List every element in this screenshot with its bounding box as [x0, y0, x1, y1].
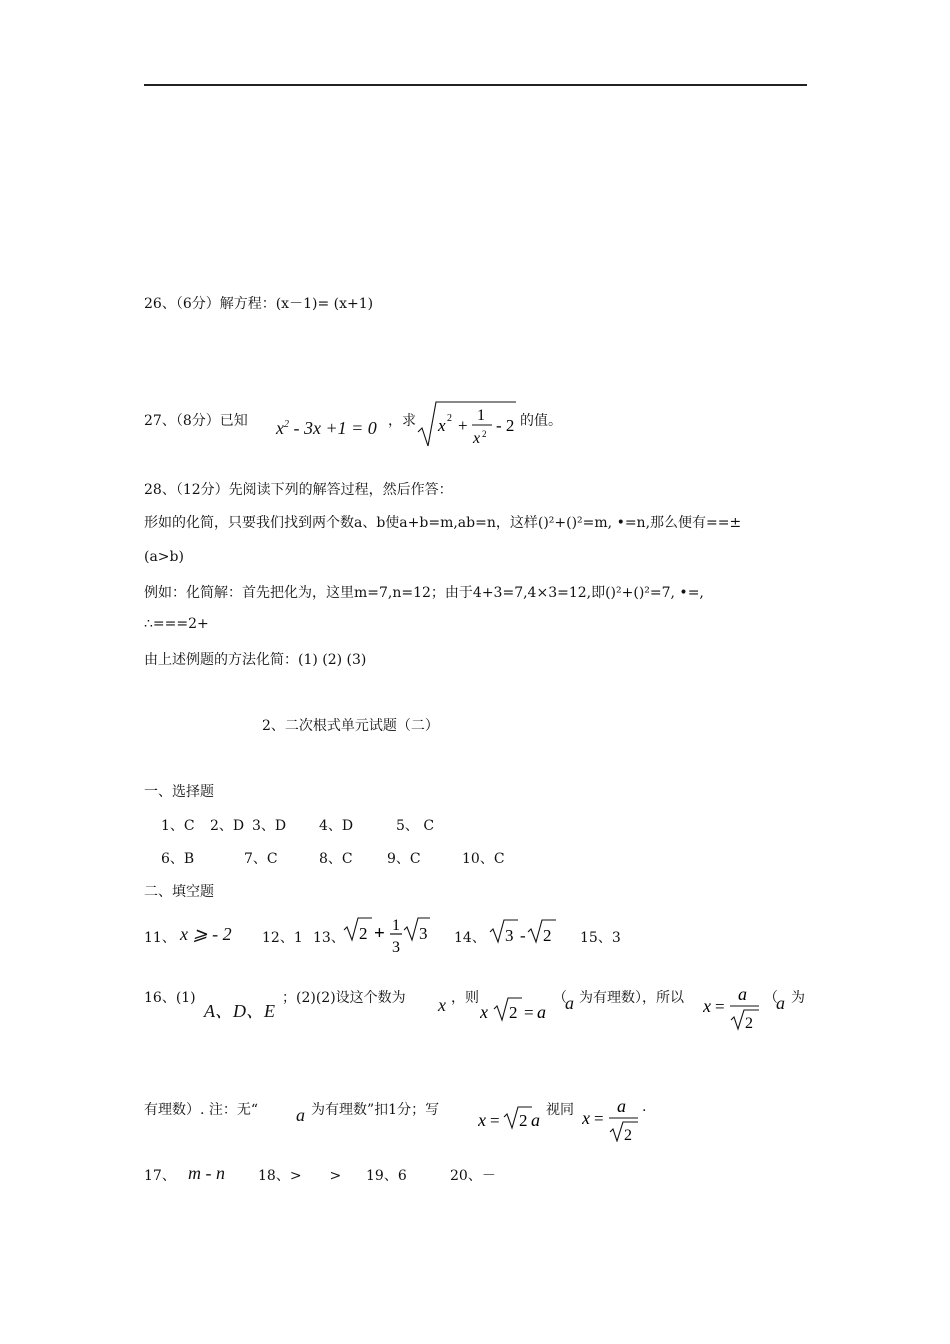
answer-9: 9、C — [387, 851, 421, 867]
a16-eq3-two: 2 — [519, 1111, 528, 1130]
answer-16-eq2 — [703, 982, 765, 1032]
question-26: 26、（6分）解方程：(x－1)= (x+1) — [144, 296, 374, 312]
answer-10: 10、C — [462, 851, 505, 867]
question-27-equation: $x^2 - 3x +1 = 0$ — [276, 418, 377, 438]
a16-eq3-a: a — [531, 1110, 540, 1130]
question-28-line4: ∴===2+ — [144, 616, 209, 632]
a16-x2: x — [703, 996, 711, 1016]
answer-8: 8、C — [319, 851, 353, 867]
a16-eq4-num: a — [617, 1096, 626, 1116]
answer-13-math — [342, 912, 432, 958]
question-28-line1: 形如的化简，只要我们找到两个数a、b使a+b=m,ab=n，这样()²+()²=m, •=n,那么便有==± — [144, 515, 742, 531]
answer-16-text2: ，则 — [451, 990, 479, 1006]
question-27-prefix: 27、（8分）已知 — [144, 413, 248, 429]
section-choice: 一、选择题 — [144, 784, 214, 800]
answer-16-x: x — [438, 995, 446, 1015]
answer-2: 2、D — [210, 818, 245, 834]
a16-frac-num: a — [738, 984, 747, 1004]
a16-two: 2 — [509, 1003, 518, 1022]
answer-16-a3: a — [296, 1105, 305, 1125]
a14-minus: - — [520, 926, 526, 945]
a16-frac-den: 2 — [745, 1015, 753, 1032]
answer-14-math — [488, 914, 558, 948]
answer-17-label: 17、 — [144, 1168, 176, 1184]
answer-7: 7、C — [244, 851, 278, 867]
question-28-line2: (a>b) — [144, 549, 184, 565]
question-28-title: 28、（12分）先阅读下列的解答过程，然后作答： — [144, 482, 453, 498]
a16-eq4-den: 2 — [624, 1127, 632, 1142]
answer-6: 6、B — [161, 851, 195, 867]
a16-x: x — [480, 1002, 488, 1022]
answer-16-a1: a — [565, 993, 574, 1013]
answer-15: 15、3 — [580, 930, 621, 946]
answer-16-line2-d: . — [642, 1099, 647, 1115]
a16-eq4-sign: = — [594, 1109, 604, 1128]
answer-16-a2: a — [776, 993, 785, 1013]
question-27-mid: ，求 — [388, 413, 416, 429]
answer-16-text4: 为有理数），所以 — [579, 990, 684, 1006]
q27-exp: 2 — [447, 413, 452, 424]
answer-16-eq4 — [582, 1094, 640, 1142]
a16-x3: x — [478, 1110, 486, 1130]
answer-12: 12、1 — [262, 930, 303, 946]
answer-16-text1: ；(2)(2)设这个数为 — [282, 990, 406, 1006]
answer-13-label: 13、 — [313, 930, 345, 946]
answer-19: 19、6 — [366, 1168, 407, 1184]
answer-1: 1、C — [161, 818, 195, 834]
answer-16-points: A、D、E — [204, 1001, 275, 1021]
answer-16-eq3 — [478, 1104, 546, 1134]
answer-16-line2-c: 视同 — [546, 1102, 574, 1118]
answer-16-line2-b: 为有理数”扣1分；写 — [311, 1102, 440, 1118]
answer-16-line2-a: 有理数）. 注：无“ — [144, 1102, 259, 1118]
q27-den-exp: 2 — [482, 429, 487, 439]
a16-a: a — [537, 1002, 546, 1022]
q27-frac-den: x — [473, 430, 481, 447]
answer-16-text6: 为 — [791, 990, 805, 1006]
answer-3: 3、D — [252, 818, 287, 834]
answer-11-label: 11、 — [144, 930, 176, 946]
q27-frac-num: 1 — [477, 407, 485, 424]
section-fill: 二、填空题 — [144, 884, 214, 900]
a14-two: 2 — [543, 926, 552, 945]
answer-16-eq1 — [480, 994, 552, 1026]
answer-16-text3: （ — [553, 990, 567, 1006]
q27-minus-two: - 2 — [496, 416, 515, 435]
answer-16-label: 16、(1) — [144, 990, 196, 1006]
a16-eq2-sign: = — [715, 997, 725, 1016]
a13-plus: + — [374, 923, 385, 944]
question-27-radical — [416, 398, 520, 450]
a13-three: 3 — [419, 924, 428, 943]
header-rule — [144, 84, 807, 86]
a13-num: 1 — [392, 917, 400, 934]
a13-two: 2 — [359, 924, 368, 943]
answer-20: 20、－ — [450, 1168, 496, 1184]
question-28-line5: 由上述例题的方法化简：(1) (2) (3) — [144, 652, 367, 668]
answer-14-label: 14、 — [454, 930, 486, 946]
a16-eq: = — [524, 1003, 534, 1022]
a13-den: 3 — [392, 939, 400, 956]
answer-4: 4、D — [319, 818, 354, 834]
a16-eq3-sign: = — [490, 1111, 500, 1130]
a16-x4: x — [582, 1108, 590, 1128]
answers-heading: 2、二次根式单元试题（二） — [262, 718, 439, 734]
a14-three: 3 — [505, 926, 514, 945]
q27-plus: + — [458, 416, 468, 435]
answer-16-text5: （ — [764, 990, 778, 1006]
q27-x: x — [438, 416, 446, 435]
question-27-suffix: 的值。 — [520, 413, 562, 429]
answer-17-math: m - n — [188, 1163, 225, 1183]
question-28-line3: 例如：化简解：首先把化为，这里m=7,n=12；由于4+3=7,4×3=12,即()²+()²=7, •=, — [144, 585, 704, 601]
answer-5: 5、 C — [396, 818, 435, 834]
answer-11-math: x ⩾ - 2 — [180, 924, 232, 944]
answer-18: 18、> > — [258, 1168, 342, 1184]
